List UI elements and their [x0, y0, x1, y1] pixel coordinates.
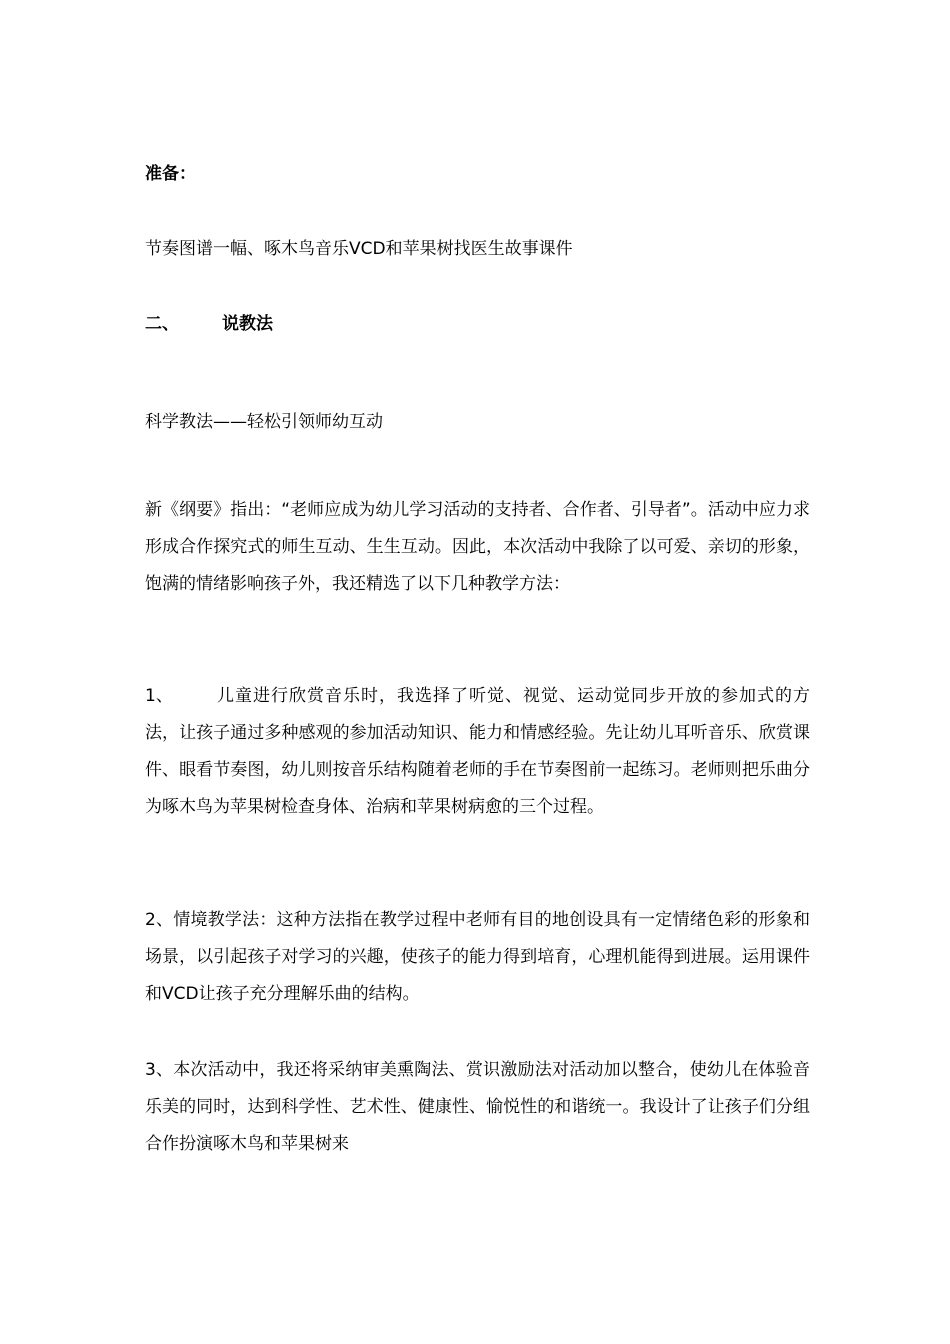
method-item-3: 3、本次活动中，我还将采纳审美熏陶法、赏识激励法对活动加以整合，使幼儿在体验音乐美的同时，达到科学性、艺术性、健康性、愉悦性的和谐统一。我设计了让孩子们分组合作扮演啄木鸟和苹果树来 — [145, 1060, 810, 1154]
section-subtitle: 科学教法——轻松引领师幼互动 — [145, 412, 383, 432]
section-title: 说教法 — [222, 314, 273, 334]
method-item-2: 2、情境教学法：这种方法指在教学过程中老师有目的地创设具有一定情绪色彩的形象和场景，以引起孩子对学习的兴趣，使孩子的能力得到培育，心理机能得到进展。运用课件和VCD让孩子充分理解乐曲的结构。 — [145, 910, 810, 1004]
prep-heading: 准备： — [145, 164, 196, 184]
prep-materials: 节奏图谱一幅、啄木鸟音乐VCD和苹果树找医生故事课件 — [145, 239, 573, 259]
section-heading — [145, 306, 273, 343]
method-item-1 — [145, 678, 810, 826]
method-item-1-number: 1、 — [145, 686, 173, 706]
method-item-1-text: 儿童进行欣赏音乐时，我选择了听觉、视觉、运动觉同步开放的参加式的方法，让孩子通过多种感观的参加活动知识、能力和情感经验。先让幼儿耳听音乐、欣赏课件、眼看节奏图，幼儿则按音乐结构随着老师的手在节奏图前一起练习。老师则把乐曲分为啄木鸟为苹果树检查身体、治病和苹果树病愈的三个过程。 — [145, 686, 810, 817]
intro-paragraph: 新《纲要》指出：“老师应成为幼儿学习活动的支持者、合作者、引导者”。活动中应力求形成合作探究式的师生互动、生生互动。因此，本次活动中我除了以可爱、亲切的形象，饱满的情绪影响孩子外，我还精选了以下几种教学方法： — [145, 500, 810, 594]
section-number: 二、 — [145, 314, 179, 334]
